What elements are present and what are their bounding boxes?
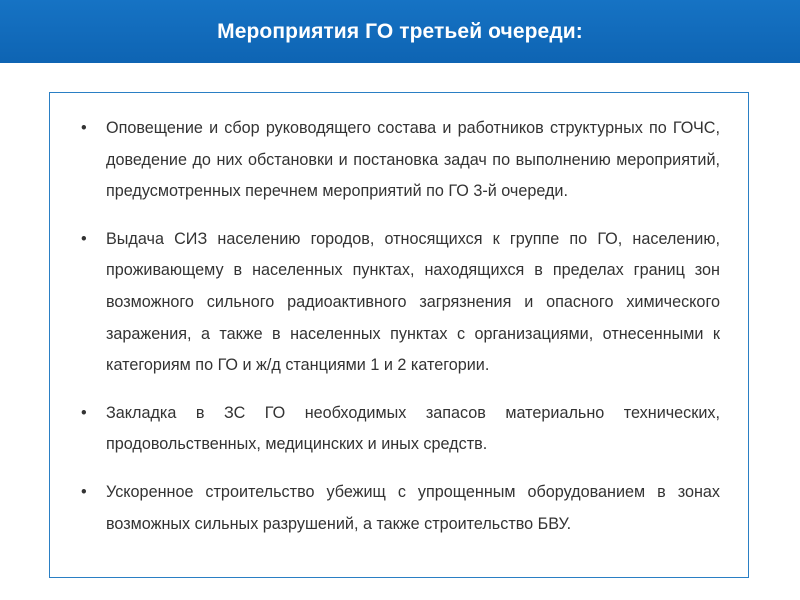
list-item [78, 113, 720, 208]
list-item [78, 398, 720, 461]
list-item-text: Ускоренное строительство убежищ с упрощенным оборудованием в зонах возможных сильных разрушений, а также строительство БВУ. [106, 482, 720, 533]
bullet-icon: • [81, 229, 87, 248]
page-title: Мероприятия ГО третьей очереди: [217, 19, 583, 43]
list-item [78, 224, 720, 382]
list-item-text: Закладка в ЗС ГО необходимых запасов материально технических, продовольственных, медицинских и иных средств. [106, 403, 720, 454]
bullet-icon: • [81, 119, 87, 137]
bullet-icon: • [81, 482, 87, 501]
content-box [49, 92, 749, 578]
bullet-icon: • [81, 403, 87, 422]
list-item [78, 477, 720, 540]
list-item-text: Оповещение и сбор руководящего состава и работников структурных по ГОЧС, доведение до них обстановки и постановка задач по выполнению мероприятий, предусмотренных перечнем мероприятий по ГО 3-й очереди. [106, 119, 720, 201]
title-bar [0, 0, 800, 63]
list-item-text: Выдача СИЗ населению городов, относящихся к группе по ГО, населению, проживающему в населенных пунктах, находящихся в пределах границ зон возможного сильного радиоактивного загрязнения и опасного химического заражения, а также в населенных пунктах с организациями, отнесенными к категориям по ГО и ж/д станциями 1 и 2 категории. [106, 229, 720, 375]
bullet-list [78, 113, 720, 556]
